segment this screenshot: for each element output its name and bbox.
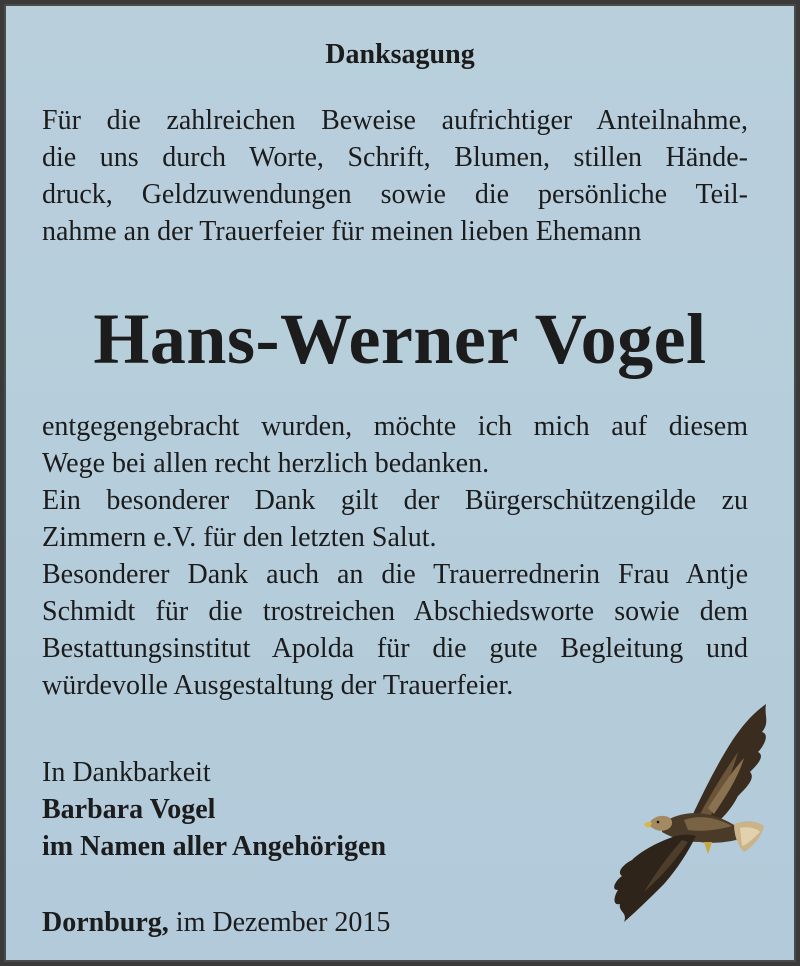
thanks-paragraph (42, 408, 748, 704)
signer-name: Barbara Vogel (42, 794, 216, 825)
place-town: Dornburg, (42, 907, 169, 938)
thanks-line: Schmidt für die trostreichen Abschiedsworte sowie dem (42, 596, 748, 627)
intro-line: druck, Geldzuwendungen sowie die persönliche Teil- (42, 179, 748, 210)
place-date-line (42, 904, 390, 941)
deceased-name: Hans-Werner Vogel (93, 299, 707, 379)
thanks-line: Bestattungsinstitut Apolda für die gute Begleitung und (42, 633, 748, 664)
death-notice-card (4, 4, 796, 962)
thanks-line: Besonderer Dank auch an die Trauerrednerin Frau Antje (42, 559, 748, 590)
thanks-line: würdevolle Ausgestaltung der Trauerfeier. (42, 670, 514, 701)
eagle-head (650, 816, 672, 831)
on-behalf-line: im Namen aller Angehörigen (42, 831, 387, 862)
intro-line: die uns durch Worte, Schrift, Blumen, stillen Hände- (42, 142, 748, 173)
place-date: im Dezember 2015 (168, 907, 391, 938)
intro-line: Für die zahlreichen Beweise aufrichtiger Anteilnahme, (42, 105, 748, 136)
eagle-icon (604, 696, 774, 931)
closing-phrase: In Dankbarkeit (42, 757, 211, 788)
thanks-line: Ein besonderer Dank gilt der Bürgerschützengilde zu (42, 485, 748, 516)
thanks-line: Wege bei allen recht herzlich bedanken. (42, 448, 490, 479)
intro-line: nahme an der Trauerfeier für meinen lieben Ehemann (42, 216, 642, 247)
thanks-line: Zimmern e.V. für den letzten Salut. (42, 522, 437, 553)
closing-block (42, 754, 386, 865)
intro-paragraph (42, 102, 748, 250)
notice-heading: Danksagung (325, 39, 475, 70)
thanks-line: entgegengebracht wurden, möchte ich mich auf diesem (42, 411, 748, 442)
